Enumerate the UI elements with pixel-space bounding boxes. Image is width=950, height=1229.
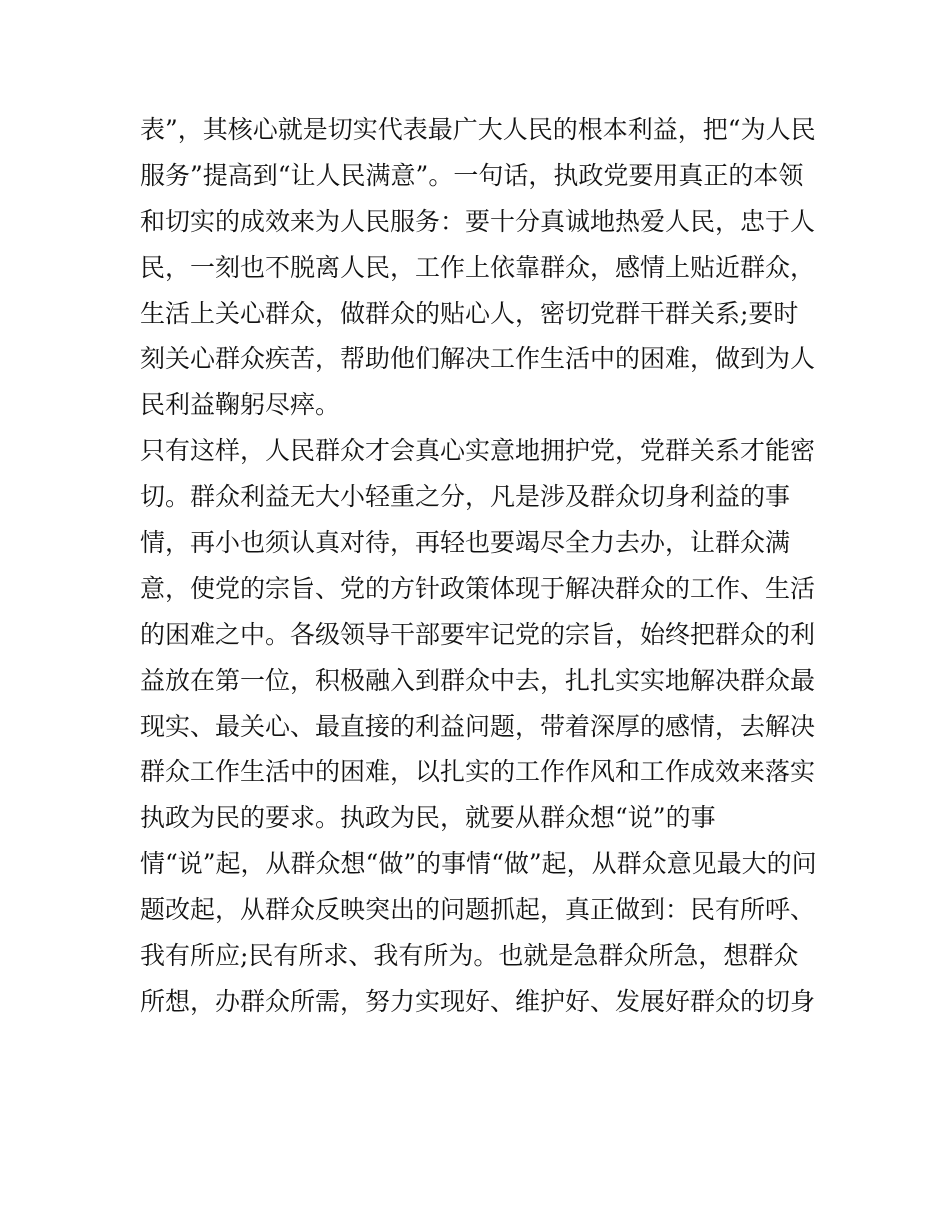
text-line: 益放在第一位，积极融入到群众中去，扎扎实实地解决群众最: [140, 665, 816, 695]
text-line: 意，使党的宗旨、党的方针政策体现于解决群众的工作、生活: [140, 573, 816, 603]
text-line: 只有这样，人民群众才会真心实意地拥护党，党群关系才能密: [140, 436, 816, 466]
text-line: 现实、最关心、最直接的利益问题，带着深厚的感情，去解决: [140, 711, 816, 741]
text-line: 民，一刻也不脱离人民，工作上依靠群众，感情上贴近群众，: [140, 252, 816, 282]
text-line: 切。群众利益无大小轻重之分，凡是涉及群众切身利益的事: [140, 482, 791, 512]
text-line: 生活上关心群众，做群众的贴心人，密切党群干群关系;要时: [140, 298, 799, 328]
text-line: 我有所应;民有所求、我有所为。也就是急群众所急，想群众: [140, 941, 799, 971]
text-line: 执政为民的要求。执政为民，就要从群众想“说”的事: [140, 803, 716, 833]
text-line: 所想，办群众所需，努力实现好、维护好、发展好群众的切身: [140, 986, 816, 1016]
text-line: 情，再小也须认真对待，再轻也要竭尽全力去办，让群众满: [140, 528, 791, 558]
text-line: 群众工作生活中的困难，以扎实的工作作风和工作成效来落实: [140, 757, 816, 787]
text-line: 刻关心群众疾苦，帮助他们解决工作生活中的困难，做到为人: [140, 344, 816, 374]
text-line: 服务”提高到“让人民满意”。一句话，执政党要用真正的本领: [140, 160, 804, 190]
text-line: 情“说”起，从群众想“做”的事情“做”起，从群众意见最大的问: [140, 849, 817, 879]
text-line: 和切实的成效来为人民服务：要十分真诚地热爱人民，忠于人: [140, 206, 816, 236]
text-line: 的困难之中。各级领导干部要牢记党的宗旨，始终把群众的利: [140, 619, 816, 649]
text-line: 民利益鞠躬尽瘁。: [140, 390, 341, 420]
text-line: 题改起，从群众反映突出的问题抓起，真正做到：民有所呼、: [140, 895, 816, 925]
body-text: [140, 107, 830, 1025]
text-line: 表”，其核心就是切实代表最广大人民的根本利益，把“为人民: [140, 115, 816, 144]
